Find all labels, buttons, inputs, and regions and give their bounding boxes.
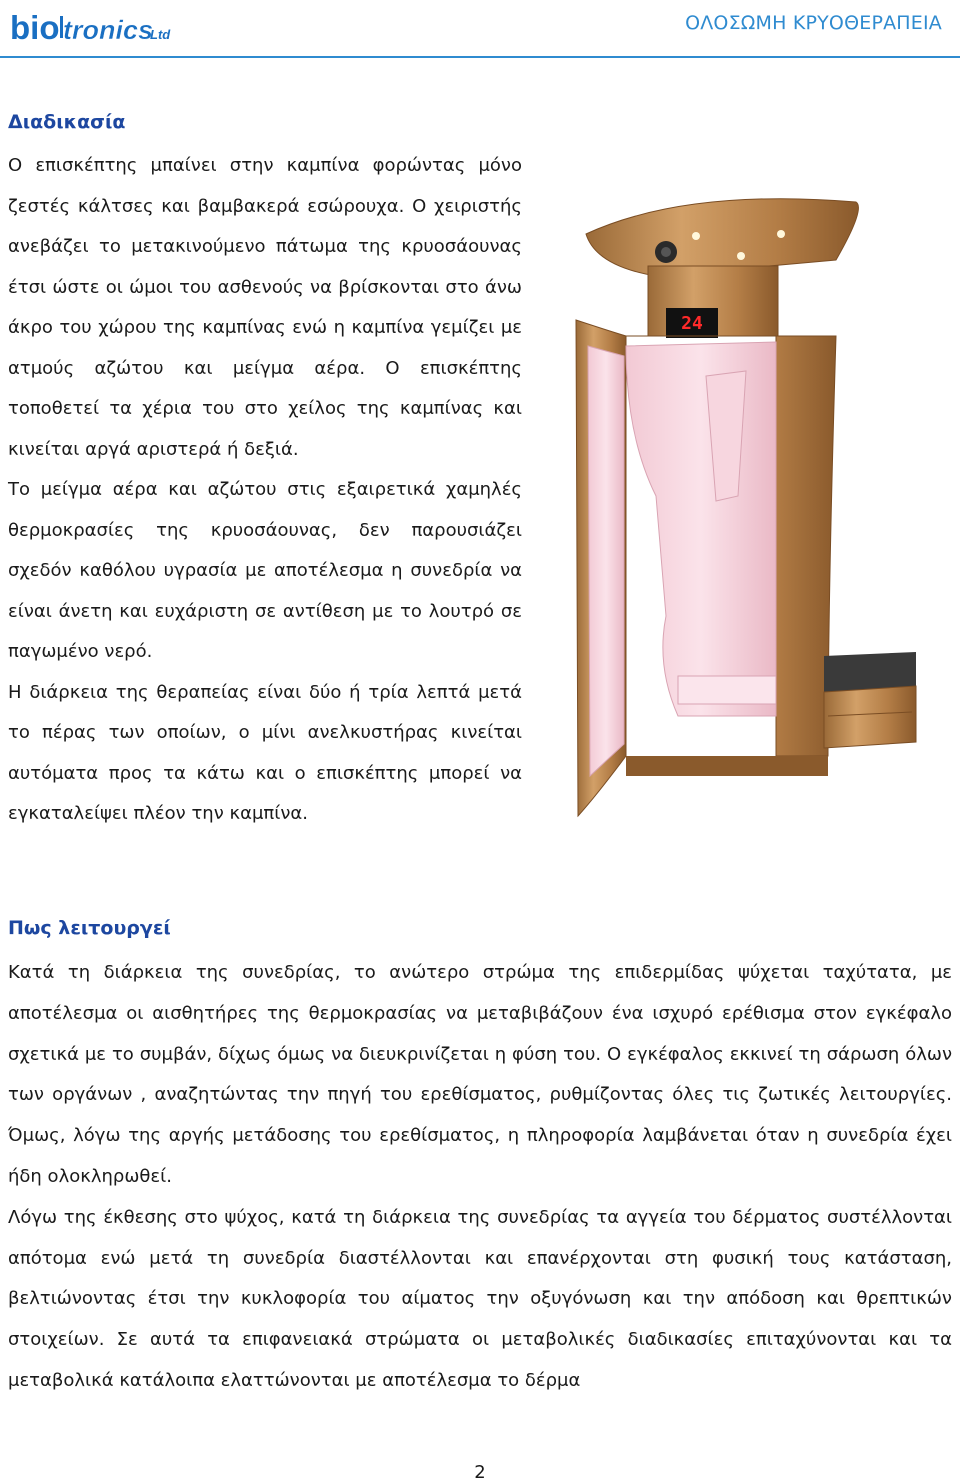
page-number: 2 [474,1462,486,1483]
cabin-display-digits: 24 [681,313,703,334]
how-it-works-section [8,913,952,1402]
logo-bio: bio [10,9,60,46]
procedure-paragraph-3: Η διάρκεια της θεραπείας είναι δύο ή τρία λεπτά μετά το πέρας των οποίων, ο μίνι ανελκυστήρας κινείται αυτόματα προς τα κάτω και ο επισκέπτης μπορεί να εγκαταλείψει πλέον την καμπίνα. [8,681,522,824]
logo-ltd: Ltd [150,27,171,42]
procedure-heading: Διαδικασία [8,111,126,133]
how-it-works-paragraph-1: Κατά τη διάρκεια της συνεδρίας, το ανώτερο στρώμα της επιδερμίδας ψύχεται ταχύτατα, με αποτέλεσμα οι αισθητήρες της θερμοκρασίας να μεταβιβάζουν ένα ισχυρό ερέθισμα στον εγκέφαλο σχετικά με το συμβάν, δίχως όμως να διευκρινίζεται η φύση του. Ο εγκέφαλος εκκινεί τη σάρωση όλων των οργάνων , αναζητώντας την πηγή του ερεθίσματος, ρυθμίζοντας όλες τις ζωτικές λειτουργίες. Όμως, λόγω της αργής μετάδοσης του ερεθίσματος, η πληροφορία λαμβάνεται όταν η συνεδρία έχει ήδη ολοκληρωθεί. [8,962,952,1187]
procedure-paragraph-1: Ο επισκέπτης μπαίνει στην καμπίνα φορώντας μόνο ζεστές κάλτσες και βαμβακερά εσώρουχα. Ο χειριστής ανεβάζει το μετακινούμενο πάτωμα της κρυοσάουνας έτσι ώστε οι ώμοι του ασθενούς να βρίσκονται στο άνω άκρο του χώρου της καμπίνας ενώ η καμπίνα γεμίζει με ατμούς αζώτου και μείγμα αέρα. Ο επισκέπτης τοποθετεί τα χέρια του στο χείλος της καμπίνας και κινείται αργά αριστερά ή δεξιά. [8,155,522,460]
cryosauna-cabin-image [566,196,956,832]
biotronics-logo [8,8,174,48]
procedure-paragraph-2: Το μείγμα αέρα και αζώτου στις εξαιρετικά χαμηλές θερμοκρασίες της κρυοσάουνας, δεν παρουσιάζει σχεδόν καθόλου υγρασία με αποτέλεσμα η συνεδρία να είναι άνετη και ευχάριστη σε αντίθεση με το λουτρό σε παγωμένο νερό. [8,479,522,662]
how-it-works-heading: Πως λειτουργεί [8,917,171,939]
how-it-works-paragraph-2: Λόγω της έκθεσης στο ψύχος, κατά τη διάρκεια της συνεδρίας τα αγγεία του δέρματος συστέλλονται απότομα ενώ μετά τη συνεδρία διαστέλλονται και επανέρχονται στη φυσική τους κατάσταση, βελτιώνοντας έτσι την κυκλοφορία του αίματος την οξυγόνωση και την απόδοση και θρεπτικών στοιχείων. Σε αυτά τα επιφανειακά στρώματα οι μεταβολικές διαδικασίες επιταχύνονται και τα μεταβολικά κατάλοιπα ελαττώνονται με αποτέλεσμα το δέρμα [8,1206,952,1391]
document-title: ΟΛΟΣΩΜΗ ΚΡΥΟΘΕΡΑΠΕΙΑ [685,12,942,34]
logo-tronics: tronics [63,15,154,45]
header-divider [0,56,960,58]
procedure-section [8,108,522,835]
